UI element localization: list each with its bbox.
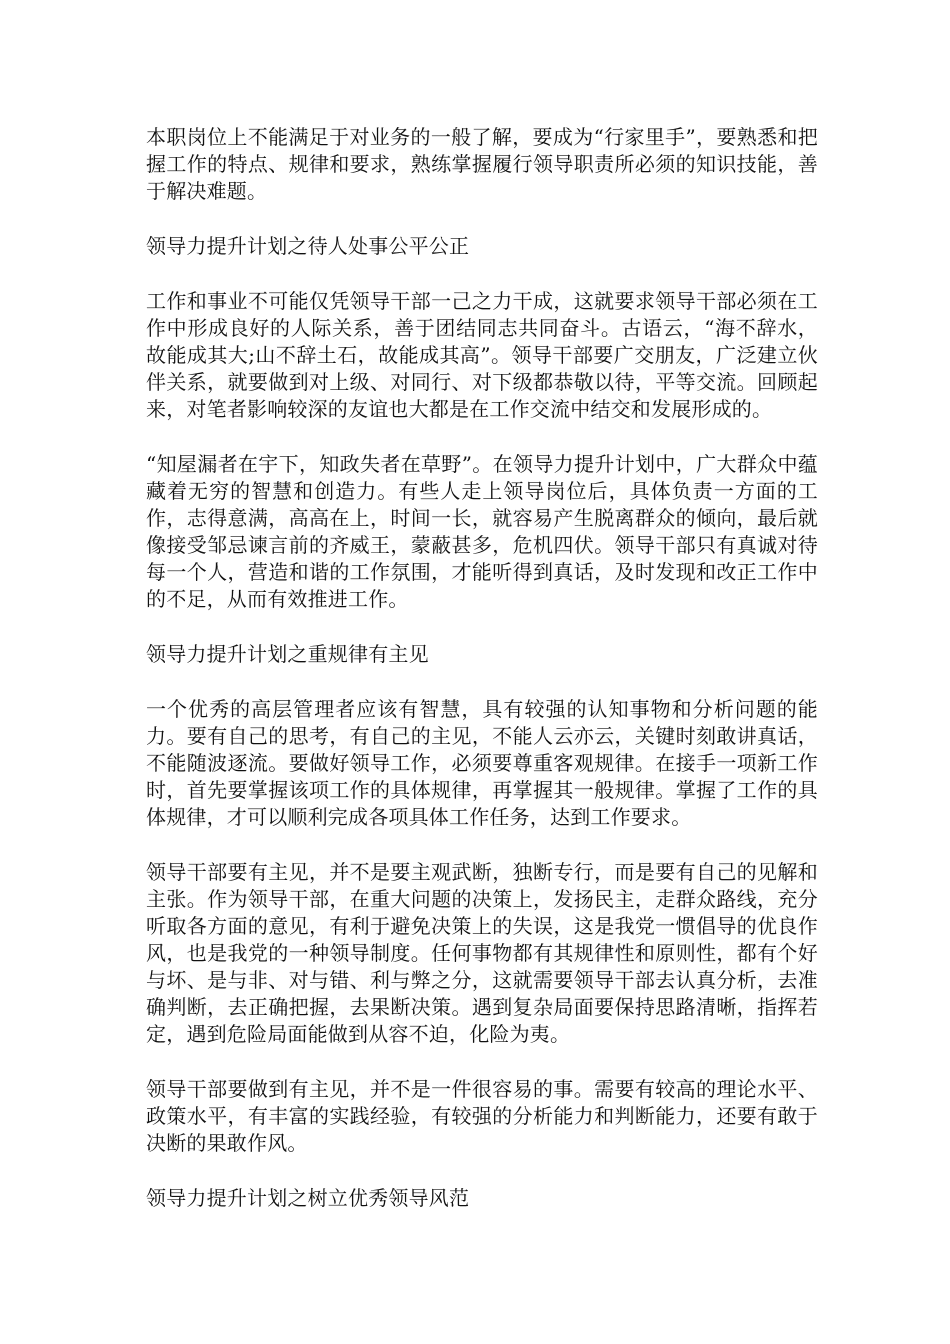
section-heading: 领导力提升计划之重规律有主见 [146, 642, 429, 666]
paragraph: “知屋漏者在宇下，知政失者在草野”。在领导力提升计划中，广大群众中蕴藏着无穷的智慧和创造力。有些人走上领导岗位后，具体负责一方面的工作，志得意满，高高在上，时间一长，就容易产生脱离群众的倾向，最后就像接受邹忌谏言前的齐威王，蒙蔽甚多，危机四伏。领导干部只有真诚对待每一个人，营造和谐的工作氛围，才能听得到真话，及时发现和改正工作中的不足，从而有效推进工作。 [146, 452, 818, 611]
section-heading: 领导力提升计划之待人处事公平公正 [146, 234, 470, 258]
paragraph: 工作和事业不可能仅凭领导干部一己之力干成，这就要求领导干部必须在工作中形成良好的人际关系，善于团结同志共同奋斗。古语云，“海不辞水，故能成其大;山不辞土石，故能成其高”。领导干部要广交朋友，广泛建立伙伴关系，就要做到对上级、对同行、对下级都恭敬以待，平等交流。回顾起来，对笔者影响较深的友谊也大都是在工作交流中结交和发展形成的。 [146, 289, 818, 421]
section-heading: 领导力提升计划之树立优秀领导风范 [146, 1186, 470, 1210]
paragraph: 本职岗位上不能满足于对业务的一般了解，要成为“行家里手”，要熟悉和把握工作的特点、规律和要求，熟练掌握履行领导职责所必须的知识技能，善于解决难题。 [146, 125, 818, 203]
paragraph: 领导干部要做到有主见，并不是一件很容易的事。需要有较高的理论水平、政策水平，有丰富的实践经验，有较强的分析能力和判断能力，还要有敢于决断的果敢作风。 [146, 1077, 818, 1155]
paragraph: 领导干部要有主见，并不是要主观武断，独断专行，而是要有自己的见解和主张。作为领导干部，在重大问题的决策上，发扬民主，走群众路线，充分听取各方面的意见，有利于避免决策上的失误，这是我党一惯倡导的优良作风，也是我党的一种领导制度。任何事物都有其规律性和原则性，都有个好与坏、是与非、对与错、利与弊之分，这就需要领导干部去认真分析，去准确判断，去正确把握，去果断决策。遇到复杂局面要保持思路清晰，指挥若定，遇到危险局面能做到从容不迫，化险为夷。 [146, 860, 818, 1046]
paragraph: 一个优秀的高层管理者应该有智慧，具有较强的认知事物和分析问题的能力。要有自己的思考，有自己的主见，不能人云亦云，关键时刻敢讲真话，不能随波逐流。要做好领导工作，必须要尊重客观规律。在接手一项新工作时，首先要掌握该项工作的具体规律，再掌握其一般规律。掌握了工作的具体规律，才可以顺利完成各项具体工作任务，达到工作要求。 [146, 697, 818, 829]
document-body [146, 124, 818, 1240]
